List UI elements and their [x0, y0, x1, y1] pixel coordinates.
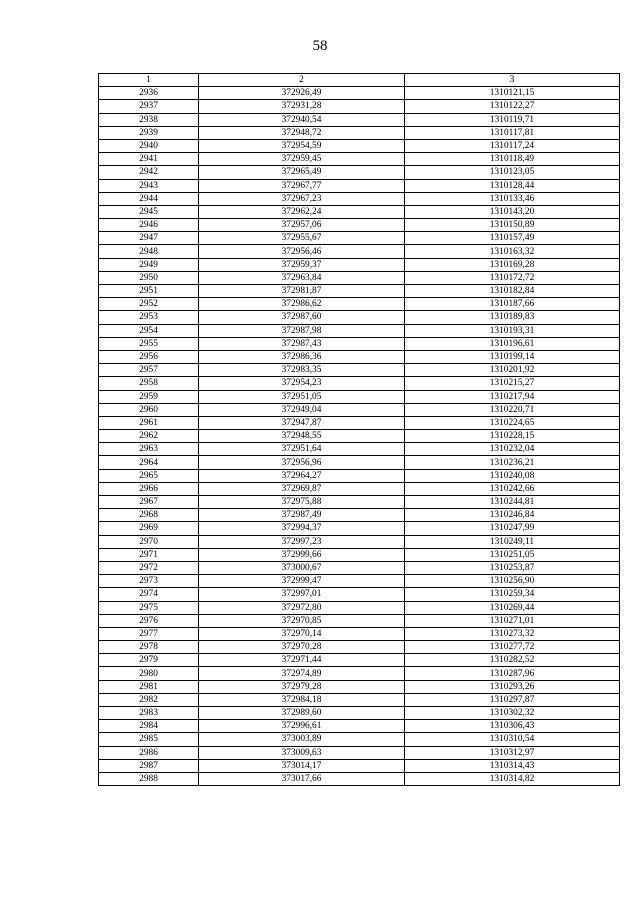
table-row: [99, 456, 620, 469]
table-row: [99, 271, 620, 284]
y-coordinate-cell: 1310244,81: [405, 496, 620, 509]
point-number-cell: 2960: [99, 403, 199, 416]
x-coordinate-cell: 372931,28: [199, 100, 405, 113]
point-number-cell: 2947: [99, 232, 199, 245]
header-cell-2: 2: [199, 74, 405, 87]
x-coordinate-cell: 372951,64: [199, 443, 405, 456]
table-row: [99, 654, 620, 667]
table-row: [99, 192, 620, 205]
y-coordinate-cell: 1310314,43: [405, 759, 620, 772]
point-number-cell: 2962: [99, 430, 199, 443]
y-coordinate-cell: 1310282,52: [405, 654, 620, 667]
point-number-cell: 2970: [99, 535, 199, 548]
table-row: [99, 561, 620, 574]
x-coordinate-cell: 372984,18: [199, 693, 405, 706]
y-coordinate-cell: 1310271,01: [405, 614, 620, 627]
table-row: [99, 153, 620, 166]
x-coordinate-cell: 372994,37: [199, 522, 405, 535]
y-coordinate-cell: 1310293,26: [405, 680, 620, 693]
point-number-cell: 2953: [99, 311, 199, 324]
point-number-cell: 2951: [99, 285, 199, 298]
x-coordinate-cell: 372963,84: [199, 271, 405, 284]
y-coordinate-cell: 1310122,27: [405, 100, 620, 113]
table-row: [99, 126, 620, 139]
point-number-cell: 2965: [99, 469, 199, 482]
point-number-cell: 2982: [99, 693, 199, 706]
y-coordinate-cell: 1310228,15: [405, 430, 620, 443]
table-row: [99, 337, 620, 350]
point-number-cell: 2968: [99, 509, 199, 522]
point-number-cell: 2975: [99, 601, 199, 614]
point-number-cell: 2969: [99, 522, 199, 535]
x-coordinate-cell: 372948,55: [199, 430, 405, 443]
page-number: 58: [312, 38, 328, 54]
x-coordinate-cell: 372959,37: [199, 258, 405, 271]
table-row: [99, 139, 620, 152]
y-coordinate-cell: 1310269,44: [405, 601, 620, 614]
x-coordinate-cell: 372949,04: [199, 403, 405, 416]
point-number-cell: 2964: [99, 456, 199, 469]
point-number-cell: 2985: [99, 733, 199, 746]
point-number-cell: 2943: [99, 179, 199, 192]
y-coordinate-cell: 1310117,81: [405, 126, 620, 139]
table-row: [99, 403, 620, 416]
y-coordinate-cell: 1310246,84: [405, 509, 620, 522]
y-coordinate-cell: 1310240,08: [405, 469, 620, 482]
x-coordinate-cell: 372986,62: [199, 298, 405, 311]
coordinates-table: [98, 73, 620, 786]
table-row: [99, 416, 620, 429]
table-row: [99, 430, 620, 443]
y-coordinate-cell: 1310251,05: [405, 548, 620, 561]
x-coordinate-cell: 372965,49: [199, 166, 405, 179]
point-number-cell: 2979: [99, 654, 199, 667]
y-coordinate-cell: 1310118,49: [405, 153, 620, 166]
point-number-cell: 2938: [99, 113, 199, 126]
point-number-cell: 2978: [99, 641, 199, 654]
x-coordinate-cell: 372940,54: [199, 113, 405, 126]
table-row: [99, 245, 620, 258]
x-coordinate-cell: 373000,67: [199, 561, 405, 574]
table-row: [99, 707, 620, 720]
x-coordinate-cell: 372948,72: [199, 126, 405, 139]
y-coordinate-cell: 1310297,87: [405, 693, 620, 706]
x-coordinate-cell: 372987,98: [199, 324, 405, 337]
table-row: [99, 614, 620, 627]
y-coordinate-cell: 1310193,31: [405, 324, 620, 337]
point-number-cell: 2961: [99, 416, 199, 429]
x-coordinate-cell: 372954,23: [199, 377, 405, 390]
point-number-cell: 2973: [99, 575, 199, 588]
y-coordinate-cell: 1310247,99: [405, 522, 620, 535]
point-number-cell: 2952: [99, 298, 199, 311]
table-row: [99, 482, 620, 495]
y-coordinate-cell: 1310314,82: [405, 772, 620, 785]
point-number-cell: 2941: [99, 153, 199, 166]
y-coordinate-cell: 1310182,84: [405, 285, 620, 298]
x-coordinate-cell: 372926,49: [199, 87, 405, 100]
header-row: [99, 74, 620, 87]
x-coordinate-cell: 372975,88: [199, 496, 405, 509]
x-coordinate-cell: 372997,01: [199, 588, 405, 601]
point-number-cell: 2976: [99, 614, 199, 627]
x-coordinate-cell: 372962,24: [199, 205, 405, 218]
point-number-cell: 2954: [99, 324, 199, 337]
x-coordinate-cell: 372987,49: [199, 509, 405, 522]
y-coordinate-cell: 1310201,92: [405, 364, 620, 377]
point-number-cell: 2958: [99, 377, 199, 390]
y-coordinate-cell: 1310163,32: [405, 245, 620, 258]
table-row: [99, 641, 620, 654]
point-number-cell: 2948: [99, 245, 199, 258]
x-coordinate-cell: 372970,28: [199, 641, 405, 654]
point-number-cell: 2946: [99, 219, 199, 232]
x-coordinate-cell: 372987,60: [199, 311, 405, 324]
table-row: [99, 205, 620, 218]
y-coordinate-cell: 1310236,21: [405, 456, 620, 469]
y-coordinate-cell: 1310273,32: [405, 627, 620, 640]
y-coordinate-cell: 1310215,27: [405, 377, 620, 390]
y-coordinate-cell: 1310199,14: [405, 350, 620, 363]
point-number-cell: 2955: [99, 337, 199, 350]
x-coordinate-cell: 372972,80: [199, 601, 405, 614]
table-row: [99, 720, 620, 733]
table-row: [99, 772, 620, 785]
y-coordinate-cell: 1310196,61: [405, 337, 620, 350]
x-coordinate-cell: 372970,85: [199, 614, 405, 627]
y-coordinate-cell: 1310253,87: [405, 561, 620, 574]
x-coordinate-cell: 372979,28: [199, 680, 405, 693]
x-coordinate-cell: 372964,27: [199, 469, 405, 482]
point-number-cell: 2980: [99, 667, 199, 680]
table-row: [99, 219, 620, 232]
header-cell-3: 3: [405, 74, 620, 87]
y-coordinate-cell: 1310312,97: [405, 746, 620, 759]
point-number-cell: 2956: [99, 350, 199, 363]
table-row: [99, 733, 620, 746]
table-row: [99, 469, 620, 482]
point-number-cell: 2957: [99, 364, 199, 377]
y-coordinate-cell: 1310259,34: [405, 588, 620, 601]
table-row: [99, 166, 620, 179]
y-coordinate-cell: 1310306,43: [405, 720, 620, 733]
x-coordinate-cell: 372974,89: [199, 667, 405, 680]
table-row: [99, 680, 620, 693]
y-coordinate-cell: 1310220,71: [405, 403, 620, 416]
table-row: [99, 588, 620, 601]
point-number-cell: 2949: [99, 258, 199, 271]
point-number-cell: 2940: [99, 139, 199, 152]
y-coordinate-cell: 1310277,72: [405, 641, 620, 654]
point-number-cell: 2984: [99, 720, 199, 733]
table-row: [99, 87, 620, 100]
point-number-cell: 2966: [99, 482, 199, 495]
y-coordinate-cell: 1310150,89: [405, 219, 620, 232]
table-body: [99, 87, 620, 786]
x-coordinate-cell: 372986,36: [199, 350, 405, 363]
x-coordinate-cell: 372971,44: [199, 654, 405, 667]
table-row: [99, 575, 620, 588]
y-coordinate-cell: 1310287,96: [405, 667, 620, 680]
x-coordinate-cell: 372956,96: [199, 456, 405, 469]
y-coordinate-cell: 1310217,94: [405, 390, 620, 403]
y-coordinate-cell: 1310249,11: [405, 535, 620, 548]
table-row: [99, 601, 620, 614]
x-coordinate-cell: 372956,46: [199, 245, 405, 258]
x-coordinate-cell: 372983,35: [199, 364, 405, 377]
table-row: [99, 311, 620, 324]
table-row: [99, 548, 620, 561]
x-coordinate-cell: 372947,87: [199, 416, 405, 429]
x-coordinate-cell: 372987,43: [199, 337, 405, 350]
x-coordinate-cell: 373017,66: [199, 772, 405, 785]
x-coordinate-cell: 372999,66: [199, 548, 405, 561]
y-coordinate-cell: 1310117,24: [405, 139, 620, 152]
point-number-cell: 2981: [99, 680, 199, 693]
table-row: [99, 746, 620, 759]
y-coordinate-cell: 1310157,49: [405, 232, 620, 245]
y-coordinate-cell: 1310232,04: [405, 443, 620, 456]
x-coordinate-cell: 372996,61: [199, 720, 405, 733]
point-number-cell: 2944: [99, 192, 199, 205]
x-coordinate-cell: 372957,06: [199, 219, 405, 232]
header-cell-1: 1: [99, 74, 199, 87]
x-coordinate-cell: 372999,47: [199, 575, 405, 588]
table-row: [99, 100, 620, 113]
y-coordinate-cell: 1310172,72: [405, 271, 620, 284]
table-row: [99, 496, 620, 509]
table-row: [99, 443, 620, 456]
point-number-cell: 2987: [99, 759, 199, 772]
x-coordinate-cell: 372989,60: [199, 707, 405, 720]
y-coordinate-cell: 1310310,54: [405, 733, 620, 746]
point-number-cell: 2971: [99, 548, 199, 561]
point-number-cell: 2974: [99, 588, 199, 601]
point-number-cell: 2963: [99, 443, 199, 456]
y-coordinate-cell: 1310242,66: [405, 482, 620, 495]
point-number-cell: 2967: [99, 496, 199, 509]
x-coordinate-cell: 373009,63: [199, 746, 405, 759]
y-coordinate-cell: 1310133,46: [405, 192, 620, 205]
point-number-cell: 2959: [99, 390, 199, 403]
point-number-cell: 2945: [99, 205, 199, 218]
table-row: [99, 350, 620, 363]
x-coordinate-cell: 372981,87: [199, 285, 405, 298]
table-row: [99, 667, 620, 680]
table-row: [99, 232, 620, 245]
point-number-cell: 2936: [99, 87, 199, 100]
x-coordinate-cell: 372951,05: [199, 390, 405, 403]
point-number-cell: 2986: [99, 746, 199, 759]
table-row: [99, 509, 620, 522]
table-row: [99, 627, 620, 640]
table-row: [99, 258, 620, 271]
x-coordinate-cell: 372959,45: [199, 153, 405, 166]
table-row: [99, 298, 620, 311]
point-number-cell: 2939: [99, 126, 199, 139]
point-number-cell: 2972: [99, 561, 199, 574]
y-coordinate-cell: 1310143,20: [405, 205, 620, 218]
table-row: [99, 535, 620, 548]
x-coordinate-cell: 372967,23: [199, 192, 405, 205]
table-header: [99, 74, 620, 87]
x-coordinate-cell: 372969,87: [199, 482, 405, 495]
x-coordinate-cell: 372997,23: [199, 535, 405, 548]
table-row: [99, 324, 620, 337]
y-coordinate-cell: 1310189,83: [405, 311, 620, 324]
table-row: [99, 364, 620, 377]
table-row: [99, 759, 620, 772]
table-row: [99, 522, 620, 535]
y-coordinate-cell: 1310187,66: [405, 298, 620, 311]
table-row: [99, 693, 620, 706]
y-coordinate-cell: 1310302,32: [405, 707, 620, 720]
point-number-cell: 2937: [99, 100, 199, 113]
table-row: [99, 390, 620, 403]
x-coordinate-cell: 372967,77: [199, 179, 405, 192]
point-number-cell: 2983: [99, 707, 199, 720]
table-row: [99, 179, 620, 192]
table-row: [99, 377, 620, 390]
y-coordinate-cell: 1310123,05: [405, 166, 620, 179]
point-number-cell: 2977: [99, 627, 199, 640]
point-number-cell: 2942: [99, 166, 199, 179]
table-row: [99, 285, 620, 298]
y-coordinate-cell: 1310121,15: [405, 87, 620, 100]
y-coordinate-cell: 1310128,44: [405, 179, 620, 192]
table-row: [99, 113, 620, 126]
point-number-cell: 2950: [99, 271, 199, 284]
y-coordinate-cell: 1310169,28: [405, 258, 620, 271]
y-coordinate-cell: 1310119,71: [405, 113, 620, 126]
x-coordinate-cell: 372954,59: [199, 139, 405, 152]
x-coordinate-cell: 372970,14: [199, 627, 405, 640]
x-coordinate-cell: 372955,67: [199, 232, 405, 245]
y-coordinate-cell: 1310256,90: [405, 575, 620, 588]
y-coordinate-cell: 1310224,65: [405, 416, 620, 429]
point-number-cell: 2988: [99, 772, 199, 785]
x-coordinate-cell: 373003,89: [199, 733, 405, 746]
x-coordinate-cell: 373014,17: [199, 759, 405, 772]
